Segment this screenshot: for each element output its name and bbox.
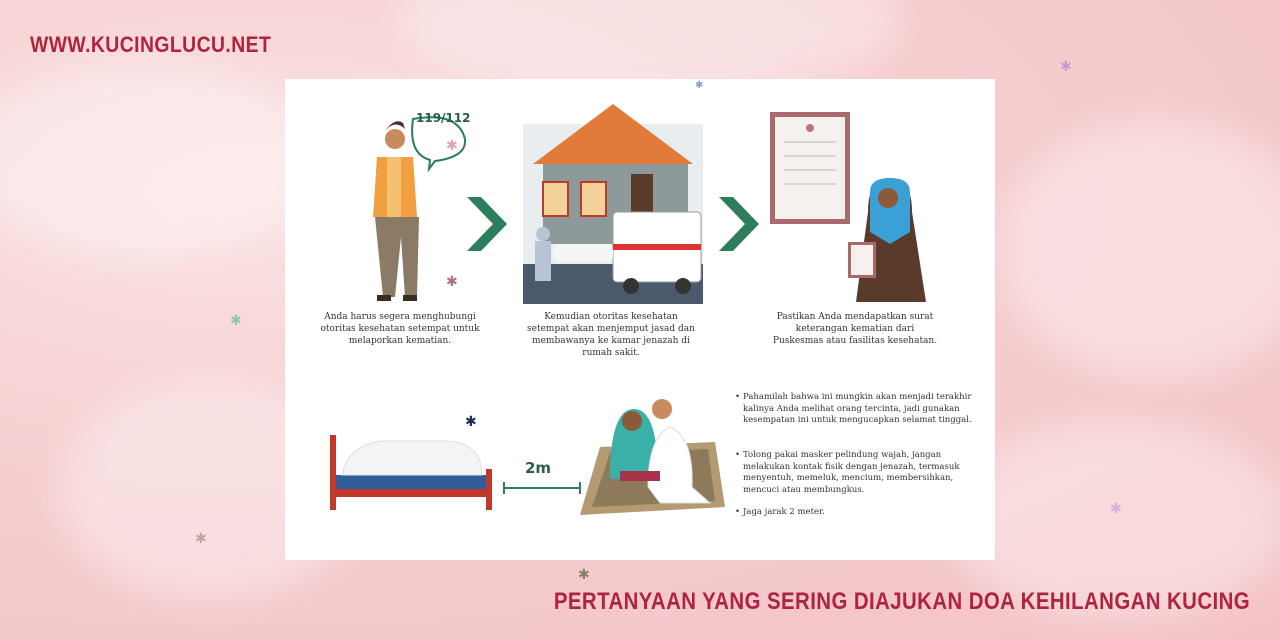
sparkle-icon: ✱ xyxy=(1110,501,1122,517)
bullet-text: Pahamilah bahwa ini mungkin akan menjadi terakhir kalinya Anda melihat orang tercinta, jadi gunakan kesempatan ini untuk mengucapkan selamat tinggal. xyxy=(743,392,972,425)
sparkle-icon: ✱ xyxy=(195,531,207,547)
phone-number-bubble: 119/112 xyxy=(416,111,471,125)
step-3-caption: Pastikan Anda mendapatkan surat keterangan kematian dari Puskesmas atau fasilitas kesehatan. xyxy=(772,312,938,346)
page-title: PERTANYAAN YANG SERING DIAJUKAN DOA KEHILANGAN KUCING xyxy=(553,588,1250,615)
bullet-item: • Pahamilah bahwa ini mungkin akan menjadi terakhir kalinya Anda melihat orang tercinta, jadi gunakan kesempatan ini untuk mengucapkan selamat tinggal. xyxy=(735,392,972,425)
sparkle-icon: ✱ xyxy=(446,274,458,290)
next-arrow-icon xyxy=(717,195,761,253)
sparkle-icon: ✱ xyxy=(230,313,242,329)
bullet-item: • Tolong pakai masker pelindung wajah, jangan melakukan kontak fisik dengan jenazah, termasuk menyentuh, memeluk, mencium, membersihkan, mencuci atau membungkus. xyxy=(735,450,960,495)
sparkle-icon: ✱ xyxy=(695,80,704,91)
step-2-caption: Kemudian otoritas kesehatan setempat akan menjemput jasad dan membawanya ke kamar jenazah di rumah sakit. xyxy=(527,312,695,358)
bullet-text: Tolong pakai masker pelindung wajah, jangan melakukan kontak fisik dengan jenazah, termasuk menyentuh, memeluk, mencium, membersihkan, mencuci atau membungkus. xyxy=(743,450,960,495)
bullet-item: • Jaga jarak 2 meter. xyxy=(735,507,825,517)
covered-body-bed-illustration xyxy=(330,429,500,519)
sparkle-icon: ✱ xyxy=(465,414,477,430)
mourners-praying-illustration xyxy=(580,387,725,517)
sparkle-icon: ✱ xyxy=(1060,59,1072,75)
distance-label: 2m xyxy=(525,459,552,477)
bullet-text: Jaga jarak 2 meter. xyxy=(743,507,825,517)
sparkle-icon: ✱ xyxy=(446,138,458,154)
step-1-caption: Anda harus segera menghubungi otoritas kesehatan setempat untuk melaporkan kematian. xyxy=(320,312,480,346)
site-url[interactable]: WWW.KUCINGLUCU.NET xyxy=(30,32,272,57)
house-ambulance-illustration xyxy=(523,104,703,304)
next-arrow-icon xyxy=(465,195,509,253)
distance-line xyxy=(502,481,582,495)
infographic-panel xyxy=(285,79,995,560)
death-certificate-illustration xyxy=(770,112,930,302)
sparkle-icon: ✱ xyxy=(578,567,590,583)
